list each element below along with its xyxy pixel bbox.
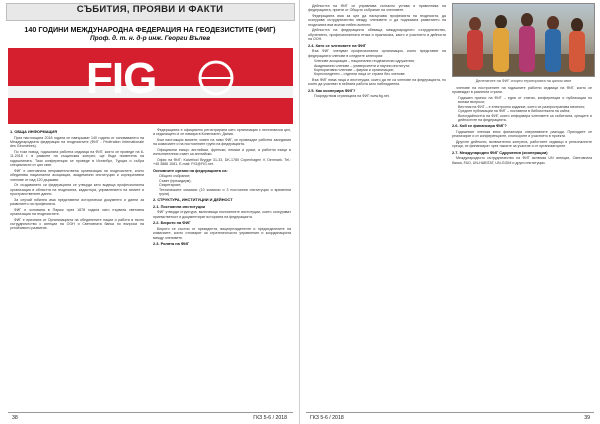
paragraph: Във ФИГ членуват професионални организации, които представят на федерацията членове в следните категории: xyxy=(308,49,446,58)
fig-logo xyxy=(8,48,293,124)
paragraph: Другите дейности, включително конгреса, работните седмици и регионалните срещи, се финансират чрез таксите за участие и от организаторите. xyxy=(452,140,592,149)
paragraph: Международното сътрудничество на ФИГ включва UN агенции, Световната банка, FAO, UN-HABITAT, UN-GGIM и други институции. xyxy=(452,156,592,165)
paragraph: Федерацията има за цел да насърчава професията на геодезиста, да осигурява сътрудничество между членовете и да подпомага развитието на геодезията във всички нейни аспекти. xyxy=(308,14,446,27)
photo-figures-icon xyxy=(453,4,594,76)
right-column-1 xyxy=(308,4,446,400)
paragraph: През настоящата 2018 година се навършват 140 години от основаването на Международната федерация на геодезистите (ФИГ - Fédération Internationale des Géomètres). xyxy=(10,135,144,149)
list-item: • Общото събрание; xyxy=(159,174,291,178)
logo-letter: F xyxy=(86,54,112,103)
list-item: • Членове асоциации – национални геодезически сдружения; xyxy=(314,59,446,63)
paragraph: ФИГ е световната неправителствена организация на геодезистите, която обединява национални асоциации, академични институции и корпоративни членове от над 120 държави. xyxy=(10,168,144,182)
section-heading: 2.3. Ролята на ФИГ xyxy=(153,241,190,247)
logo-letter: I xyxy=(111,54,124,103)
bullet-list xyxy=(452,96,592,122)
article-author: Проф. д. т. н. д-р инж. Георги Вълев xyxy=(89,35,211,42)
section-title: СЪБИТИЯ, ПРОЯВИ И ФАКТИ xyxy=(76,4,224,15)
paragraph: По този повод, годишната работна седмица на ФИГ, която се проведе на 6-11.2018 г. в рамките на същинския конгрес, ще бъде посветена на годишнината. Тази конференция се проведе в Истанбул, Турция и събра специалисти от цял свят. xyxy=(10,150,144,168)
photo-caption: Делегатите на ФИГ спорти територията на цялия свят xyxy=(475,79,572,83)
section-heading: 2.2. Бюрото на ФИГ xyxy=(153,220,191,226)
list-item: • Вестник на ФИГ – е електронно издание, което се разпространява месечно; xyxy=(458,105,592,109)
section-heading: 1. ОБЩА ИНФОРМАЦИЯ xyxy=(10,129,57,134)
list-item: • Техническите комисии (10 комисии и 3 постоянни институции и временни групи). xyxy=(159,188,291,197)
section-heading: 2.1. Постоянни институции xyxy=(153,203,206,209)
list-item: • Средите публикации на ФИГ – поставени в библиотеката на сайта; xyxy=(458,109,592,113)
bullet-list xyxy=(308,94,446,98)
list-item: • Всеотдайността на ФИГ, която информира членовете за събитията, срещите и дейностите на федерацията. xyxy=(458,114,592,123)
paragraph: членове на построените на годишните работни седмици на ФИГ, които се провеждат в различни страни. xyxy=(452,86,592,95)
article-title: 140 ГОДИНИ МЕЖДУНАРОДНА ФЕДЕРАЦИЯ НА ГЕОДЕЗИСТИТЕ (ФИГ) xyxy=(24,25,276,34)
logo-letter: G xyxy=(123,54,157,103)
paragraph: От създаването си федерацията се утвърди като водеща професионална организация в областта на геодезията, кадастъра, управлението на земите и пространствените данни. xyxy=(10,183,144,197)
paragraph: Към настоящия момент, освен на ниво ФИГ, се провеждат работни заседания на комисиите и на постоянните групи на федерацията. xyxy=(153,138,291,147)
paragraph: ФИГ е основана в Париж през 1878 година като първата световна организация на геодезистите. xyxy=(10,207,144,217)
section-heading: 2.5. Как кооперира ФИГ? xyxy=(308,87,356,93)
journal-issue: ГКЗ 5-6 / 2018 xyxy=(310,415,344,421)
footer-rule xyxy=(306,412,594,413)
list-item: • Посредством страницата на ФИГ www.fig.net. xyxy=(314,94,446,98)
paragraph: ФИГ е призната от Организацията на обединените нации и работи в тясно сътрудничество с агенции на ООН и Световната банка по въпроси на устойчивото развитие. xyxy=(10,217,144,231)
page-number: 38 xyxy=(12,415,18,421)
bullet-list xyxy=(308,59,446,77)
page-number: 39 xyxy=(584,415,590,421)
list-item: • Секретариат; xyxy=(159,183,291,187)
list-item: • Академични членове – университети и научни институти; xyxy=(314,64,446,68)
list-item: • Съвет (президиум); xyxy=(159,179,291,183)
journal-issue: ГКЗ 5-6 / 2018 xyxy=(253,415,287,421)
section-heading: 2.7. Международни ФИГ Сдружения (кооперации) xyxy=(452,149,548,155)
logo-emblem-icon xyxy=(194,56,238,100)
right-page xyxy=(300,0,600,424)
list-item: • Годишен принос на ФИГ – едни от статии, конференции и публикации по всички въпроси; xyxy=(458,96,592,105)
paragraph: Федерацията е официално регистрирана като организация с нестопанска цел, а седалището ѝ се намира в Копенхаген, Дания. xyxy=(153,128,291,137)
right-column-2 xyxy=(452,86,592,400)
paragraph: ФИГ утвърди структура, включваща постоянните институции, които осигуряват приемственост и документират историята на федерацията. xyxy=(153,210,291,219)
paragraph: Официални езици: английски, френски, немски и руски, а работни езици в изпълнителния съвет са английски. xyxy=(153,148,291,157)
paragraph: Във ФИГ няма лица и институции, които да не са членове на федерацията, но които да участват в нейната работа като наблюдатели. xyxy=(308,78,446,87)
left-column-1 xyxy=(10,128,144,400)
left-column-2 xyxy=(153,128,291,400)
section-heading: Основните органи на федерацията са: xyxy=(153,167,228,173)
photo-women xyxy=(452,3,595,77)
paragraph: За случай юбилея има представени исторически документи и данни за развитието на професията. xyxy=(10,197,144,207)
paragraph: Офис на ФИГ: Kalvebod Brygge 31-33, DK-1780 Copenhagen V, Denmark. Tel.: +45 3886 1081, E-mail: FIG@FIG.net. xyxy=(153,158,291,167)
bullet-list xyxy=(153,174,291,196)
paragraph: Бюрото се състои от президента, вицепрезидентите и председателите на комисиите, които отговарят за стратегическото управление и координацията между членовете. xyxy=(153,226,291,240)
section-heading: 2.4. Като се членовете на ФИГ xyxy=(308,42,366,48)
paragraph: Дейността на федерацията обхваща международното сътрудничество, обучението, професионалната етика и практиката, както и участието в дейности на ООН. xyxy=(308,28,446,42)
paragraph: Дейността на ФИГ се управлява съгласно устава и правилника на федерацията, приети от Общото събрание на членовете. xyxy=(308,4,446,13)
footer-rule xyxy=(8,412,293,413)
list-item: • Корпоративни членове – фирми и организации; xyxy=(314,68,446,72)
logo-text xyxy=(86,54,157,103)
paragraph: Годишният членски внос финансира оперативните разходи. Приходите се реализират и от конференциите, спонсорите и участието в проекти. xyxy=(452,130,592,139)
list-item: • Кореспонденти – отделни лица от страни без членове. xyxy=(314,72,446,76)
section-heading: 2. СТРУКТУРА, ИНСТИТУЦИИ И ДЕЙНОСТ xyxy=(153,197,233,203)
section-heading: 2.6. Кой се финансира ФИГ? xyxy=(452,123,507,129)
